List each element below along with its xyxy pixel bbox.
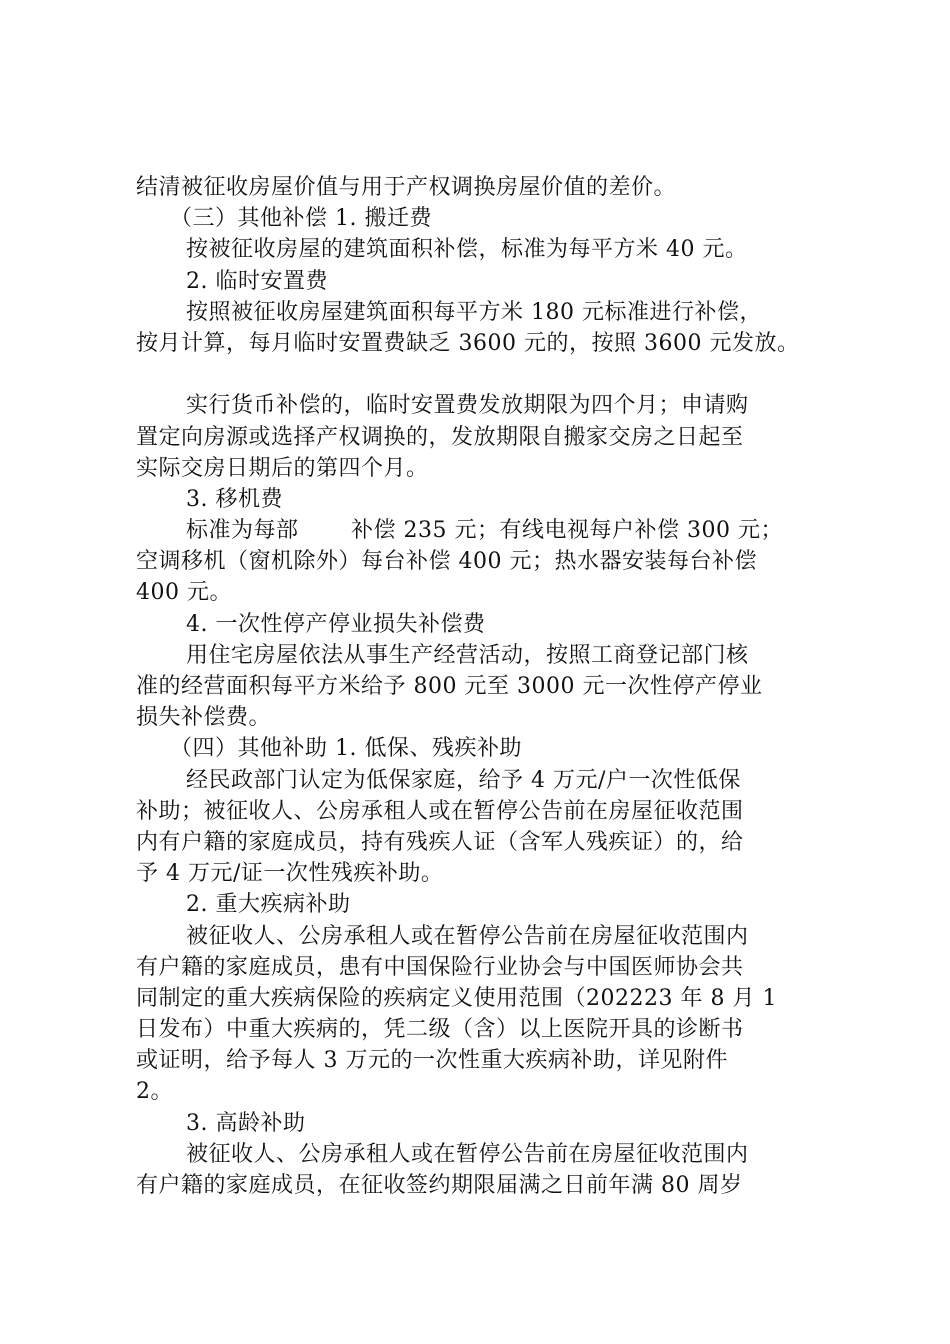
paragraph-line: 被征收人、公房承租人或在暂停公告前在房屋征收范围内 — [186, 923, 749, 949]
item-heading-serious-illness: 2. 重大疾病补助 — [186, 892, 351, 918]
document-body — [136, 172, 836, 1201]
paragraph-line: 予 4 万元/证一次性残疾补助。 — [136, 861, 444, 887]
paragraph-line: 有户籍的家庭成员，患有中国保险行业协会与中国医师协会共 — [136, 954, 744, 980]
paragraph-line: 按照被征收房屋建筑面积每平方米 180 元标准进行补偿， — [186, 299, 762, 325]
paragraph-line: 2。 — [136, 1079, 173, 1105]
paragraph-line: 实行货币补偿的，临时安置费发放期限为四个月；申请购 — [186, 393, 749, 419]
paragraph-line: 用住宅房屋依法从事生产经营活动，按照工商登记部门核 — [186, 642, 749, 668]
paragraph-line: 标准为每部 补偿 235 元；有线电视每户补偿 300 元； — [186, 518, 783, 544]
paragraph-line: 400 元。 — [136, 580, 232, 606]
item-heading-equipment-relocation: 3. 移机费 — [186, 486, 283, 512]
paragraph-line: 补助；被征收人、公房承租人或在暂停公告前在房屋征收范围 — [136, 798, 744, 824]
paragraph-line: 被征收人、公房承租人或在暂停公告前在房屋征收范围内 — [186, 1141, 749, 1167]
paragraph-line: 日发布）中重大疾病的，凭二级（含）以上医院开具的诊断书 — [136, 1017, 744, 1043]
section-heading-other-compensation: （三）其他补偿 1. 搬迁费 — [170, 206, 432, 232]
blank-line — [136, 359, 836, 390]
paragraph-line: 按被征收房屋的建筑面积补偿，标准为每平方米 40 元。 — [186, 237, 748, 263]
item-heading-temporary-housing: 2. 临时安置费 — [186, 268, 328, 294]
item-heading-elderly: 3. 高龄补助 — [186, 1110, 306, 1136]
paragraph-line: 置定向房源或选择产权调换的，发放期限自搬家交房之日起至 — [136, 424, 744, 450]
section-heading-other-subsidies: （四）其他补助 1. 低保、残疾补助 — [170, 736, 522, 762]
paragraph-line: 按月计算，每月临时安置费缺乏 3600 元的，按照 3600 元发放。 — [136, 330, 800, 356]
paragraph-line: 有户籍的家庭成员，在征收签约期限届满之日前年满 80 周岁 — [136, 1173, 743, 1198]
paragraph-line: 经民政部门认定为低保家庭，给予 4 万元/户一次性低保 — [186, 767, 741, 793]
paragraph-line: 空调移机（窗机除外）每台补偿 400 元；热水器安装每台补偿 — [136, 549, 757, 575]
paragraph-line: 内有户籍的家庭成员，持有残疾人证（含军人残疾证）的，给 — [136, 829, 744, 855]
paragraph-line: 结清被征收房屋价值与用于产权调换房屋价值的差价。 — [136, 175, 677, 200]
paragraph-line: 或证明，给予每人 3 万元的一次性重大疾病补助，详见附件 — [136, 1048, 728, 1074]
item-heading-business-loss: 4. 一次性停产停业损失补偿费 — [186, 611, 486, 637]
paragraph-line: 准的经营面积每平方米给予 800 元至 3000 元一次性停产停业 — [136, 674, 763, 699]
paragraph-line: 损失补偿费。 — [136, 705, 272, 731]
paragraph-line: 同制定的重大疾病保险的疾病定义使用范围（202223 年 8 月 1 — [136, 985, 777, 1011]
paragraph-line: 实际交房日期后的第四个月。 — [136, 455, 429, 481]
